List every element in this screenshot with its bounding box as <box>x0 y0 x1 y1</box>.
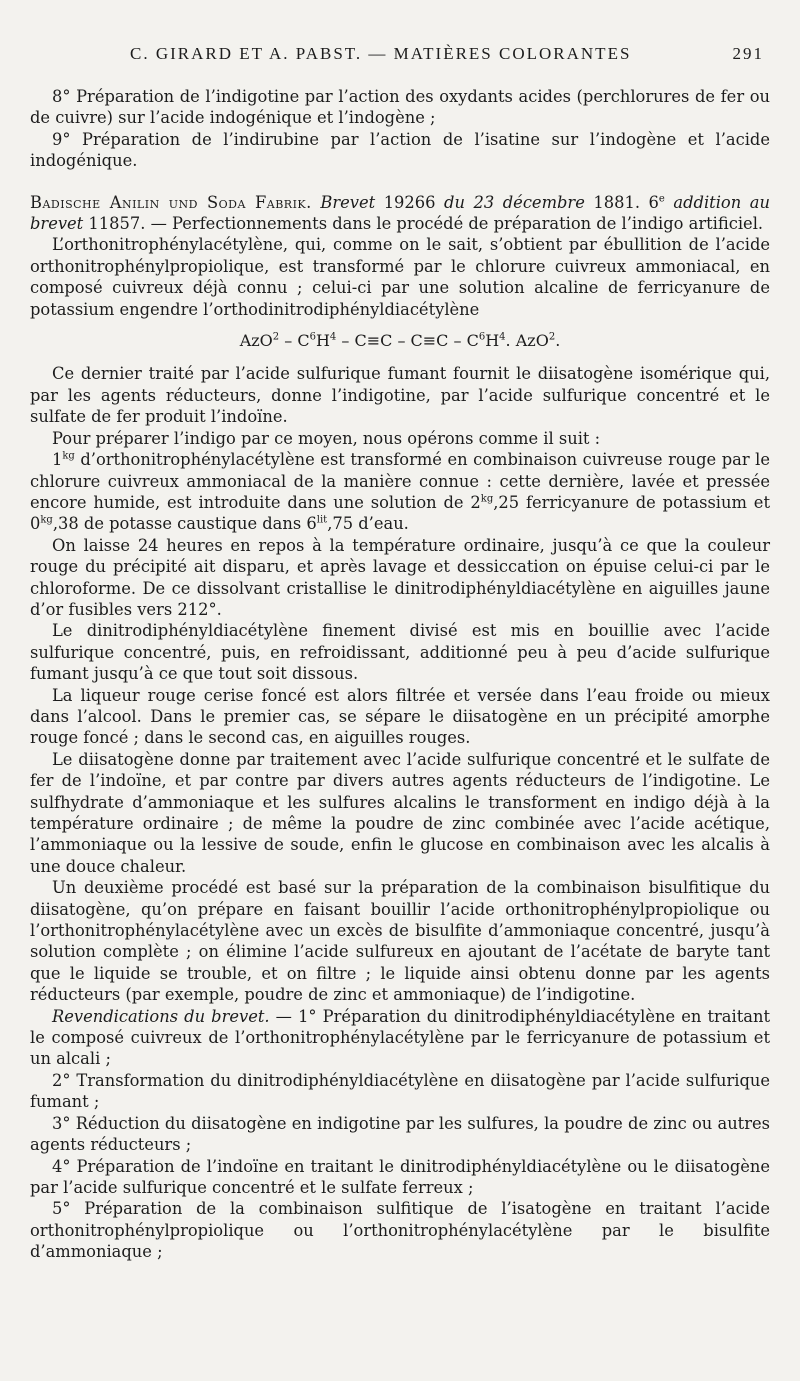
brevet-du: du <box>444 192 465 212</box>
paragraph: Un deuxième procédé est basé sur la préparation de la combinaison bisulfitique du diisatogène, qu’on prépare en faisant bouillir l’acide orthonitrophénylpropiolique ou l’orthonitrophénylacétylène avec un excès de bisulfite d’ammoniaque concentré, jusqu’à solution complète ; on élimine l’acide sulfureux en ajoutant de l’acétate de baryte tant que le liquide se trouble, et on filtre ; le liquide ainsi obtenu donne par les agents réducteurs (par exemple, poudre de zinc et ammoniaque) de l’indigotine. <box>30 878 770 1005</box>
claim-item: 3° Réduction du diisatogène en indigotine par les sulfures, la poudre de zinc ou autres agents réducteurs ; <box>30 1113 770 1155</box>
brevet-date: 23 décembre <box>473 192 585 212</box>
paragraph: $1^{kg}$ d’orthonitrophénylacétylène est transformé en combinaison cuivreuse rouge par le chlorure cuivreux ammoniacal de la manière connue : cette dernière, lavée et pressée encore humide, est introduite dans une solution de $2^{kg},25$ ferricyanure de potassium et $0^{kg},38$ de potasse caustique dans $6^{lit},75$ d’eau. <box>30 450 770 534</box>
claims-intro: Revendications du brevet. — 1° Préparation du dinitrodiphényldiacétylène en traitant le composé cuivreux de l’orthonitrophénylacétylène par le ferricyanure de potassium et un alcali ; <box>30 1006 770 1069</box>
running-header <box>30 44 770 72</box>
company-name: Badische Anilin und Soda Fabrik. <box>30 192 312 212</box>
paragraph: Pour préparer l’indigo par ce moyen, nous opérons comme il suit : <box>52 428 601 448</box>
paragraph: Ce dernier traité par l’acide sulfurique fumant fournit le diisatogène isomérique qui, par les agents réducteurs, donne l’indigotine, par l’acide sulfurique concentré et le sulfate de fer produit l’indoïne. <box>30 364 770 427</box>
brevet-year: 1881. 6 <box>593 192 659 212</box>
superscript: e <box>658 193 665 205</box>
claim-item: 4° Préparation de l’indoïne en traitant le dinitrodiphényldiacétylène ou le diisatogène par l’acide sulfurique concentré et le sulfate ferreux ; <box>30 1156 770 1197</box>
brevet-number: 19266 <box>383 192 436 212</box>
paragraph: L’orthonitrophénylacétylène, qui, comme on le sait, s’obtient par ébullition de l’acide orthonitrophénylpropiolique, est transformé par le chlorure cuivreux ammoniacal, en composé cuivreux déjà connu ; celui-ci par une solution alcaline de ferricyanure de potassium engendre l’orthodinitrodiphényldiacétylène <box>30 235 770 319</box>
paragraph: La liqueur rouge cerise foncé est alors filtrée et versée dans l’eau froide ou mieux dans l’alcool. Dans le premier cas, se sépare le diisatogène en un précipité amorphe rouge foncé ; dans le second cas, en aiguilles rouges. <box>30 685 770 748</box>
list-item: 9° Préparation de l’indirubine par l’action de l’isatine sur l’indogène et l’acide indogénique. <box>30 129 770 171</box>
body-text <box>30 86 770 1263</box>
page-number: 291 <box>732 44 764 63</box>
claim-item: 2° Transformation du dinitrodiphényldiacétylène en diisatogène par l’acide sulfurique fumant ; <box>30 1070 770 1112</box>
base-patent-number: 11857. <box>88 214 146 234</box>
patent-heading <box>30 192 770 235</box>
paragraph: Le diisatogène donne par traitement avec l’acide sulfurique concentré et le sulfate de fer de l’indoïne, et par contre par divers autres agents réducteurs de l’indigotine. Le sulfhydrate d’ammoniaque et les sulfures alcalins le transforment en indigo déjà à la température ordinaire ; de même la poudre de zinc combinée avec l’acide acétique, l’ammoniaque ou la lessive de soude, enfin le glucose en combinaison avec les alcalis à une douce chaleur. <box>30 749 770 876</box>
list-item: 8° Préparation de l’indigotine par l’action des oxydants acides (perchlorures de fer ou de cuivre) sur l’acide indogénique et l’indogène ; <box>30 87 770 128</box>
running-title: C. GIRARD ET A. PABST. — MATIÈRES COLORANTES <box>130 44 632 63</box>
claim-item: 5° Préparation de la combinaison sulfitique de l’isatogène en traitant l’acide orthonitrophénylpropiolique ou l’orthonitrophénylacétylène par le bisulfite d’ammoniaque ; <box>30 1199 770 1262</box>
addition-label: addition au brevet <box>30 192 770 234</box>
paragraph: Le dinitrodiphényldiacétylène finement divisé est mis en bouillie avec l’acide sulfurique concentré, puis, en refroidissant, additionné peu à peu d’acide sulfurique fumant jusqu’à ce que tout soit dissous. <box>30 621 770 684</box>
claims-label: Revendications du brevet. <box>52 1006 270 1026</box>
patent-subject: — Perfectionnements dans le procédé de préparation de l’indigo artificiel. <box>150 214 764 234</box>
paragraph: On laisse 24 heures en repos à la température ordinaire, jusqu’à ce que la couleur rouge du précipité ait disparu, et après lavage et dessiccation on épuise celui-ci par le chloroforme. De ce dissolvant cristallise le dinitrodiphényldiacétylène en aiguilles jaune d’or fusibles vers 212°. <box>30 535 770 619</box>
chemical-formula: $AzO^2 - C^6H^4 - C\equiv C - C\equiv C - C^6H^4$. AzO$^2$. <box>239 331 561 351</box>
brevet-label: Brevet <box>320 192 376 212</box>
